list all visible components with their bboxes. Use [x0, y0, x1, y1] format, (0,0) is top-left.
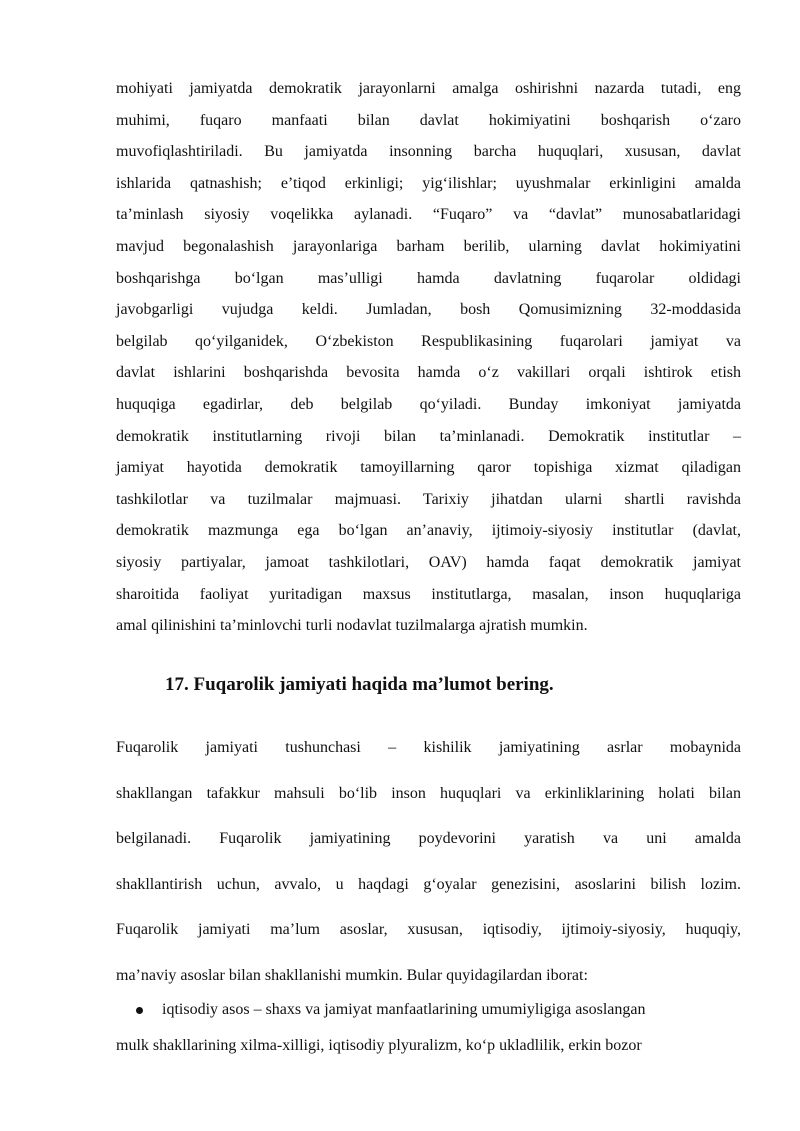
text-line: mohiyati jamiyatda demokratik jarayonlarni amalga oshirishni nazarda tutadi, eng [116, 80, 741, 97]
text-line: boshqarishga bo‘lgan mas’ulligi hamda davlatning fuqarolar oldidagi [116, 269, 741, 287]
bullet-line [116, 995, 741, 1031]
text-line: shakllantirish uchun, avvalo, u haqdagi g‘oyalar genezisini, asoslarini bilish lozim. [116, 875, 741, 893]
text-line: Fuqarolik jamiyati tushunchasi – kishilik jamiyatining asrlar mobaynida [116, 739, 741, 756]
bullet-dot-icon [136, 1007, 143, 1014]
text-line: demokratik institutlarning rivoji bilan ta’minlanadi. Demokratik institutlar – [116, 427, 741, 445]
paragraph-civil-society [116, 730, 741, 1003]
bullet-continuation-line: mulk shakllarining xilma-xilligi, iqtisodiy plyuralizm, ko‘p ukladlilik, erkin bozor [116, 1037, 642, 1054]
bullet-text: iqtisodiy asos – shaxs va jamiyat manfaatlarining umumiyligiga asoslangan [162, 1001, 646, 1018]
text-line: ta’minlash siyosiy voqelikka aylanadi. “Fuqaro” va “davlat” munosabatlaridagi [116, 206, 741, 224]
text-line: Fuqarolik jamiyati ma’lum asoslar, xususan, iqtisodiy, ijtimoiy-siyosiy, huquqiy, [116, 921, 741, 938]
paragraph-democratic-institutions [116, 73, 741, 642]
text-line: ma’naviy asoslar bilan shakllanishi mumkin. Bular quyidagilardan iborat: [116, 966, 588, 984]
text-line: muhimi, fuqaro manfaati bilan davlat hokimiyatini boshqarish o‘zaro [116, 111, 741, 129]
text-line: mavjud begonalashish jarayonlariga barham berilib, ularning davlat hokimiyatini [116, 237, 741, 255]
text-line: amal qilinishini ta’minlovchi turli nodavlat tuzilmalarga ajratish mumkin. [116, 617, 588, 635]
text-line: shakllangan tafakkur mahsuli bo‘lib inson huquqlari va erkinliklarining holati bilan [116, 784, 741, 802]
text-line: jamiyat hayotida demokratik tamoyillarning qaror topishiga xizmat qiladigan [116, 459, 741, 477]
text-line: belgilanadi. Fuqarolik jamiyatining poydevorini yaratish va uni amalda [116, 830, 741, 847]
bullet-list-item [116, 995, 741, 1067]
text-line: muvofiqlashtiriladi. Bu jamiyatda insonning barcha huquqlari, xususan, davlat [116, 143, 741, 161]
text-line: huquqiga egadirlar, deb belgilab qo‘yiladi. Bunday imkoniyat jamiyatda [116, 395, 741, 413]
section-heading: 17. Fuqarolik jamiyati haqida ma’lumot bering. [165, 674, 554, 695]
text-line: tashkilotlar va tuzilmalar majmuasi. Tarixiy jihatdan ularni shartli ravishda [116, 490, 741, 508]
text-line: siyosiy partiyalar, jamoat tashkilotlari, OAV) hamda faqat demokratik jamiyat [116, 553, 741, 571]
text-line: demokratik mazmunga ega bo‘lgan an’anaviy, ijtimoiy-siyosiy institutlar (davlat, [116, 522, 741, 540]
text-line: javobgarligi vujudga keldi. Jumladan, bosh Qomusimizning 32-moddasida [116, 301, 741, 319]
text-line: belgilab qo‘yilganidek, O‘zbekiston Respublikasining fuqarolari jamiyat va [116, 332, 741, 350]
text-line: davlat ishlarini boshqarishda bevosita hamda o‘z vakillari orqali ishtirok etish [116, 364, 741, 382]
text-line: ishlarida qatnashish; e’tiqod erkinligi; yig‘ilishlar; uyushmalar erkinligini amalda [116, 174, 741, 192]
text-line: sharoitida faoliyat yuritadigan maxsus institutlarga, masalan, inson huquqlariga [116, 585, 741, 603]
